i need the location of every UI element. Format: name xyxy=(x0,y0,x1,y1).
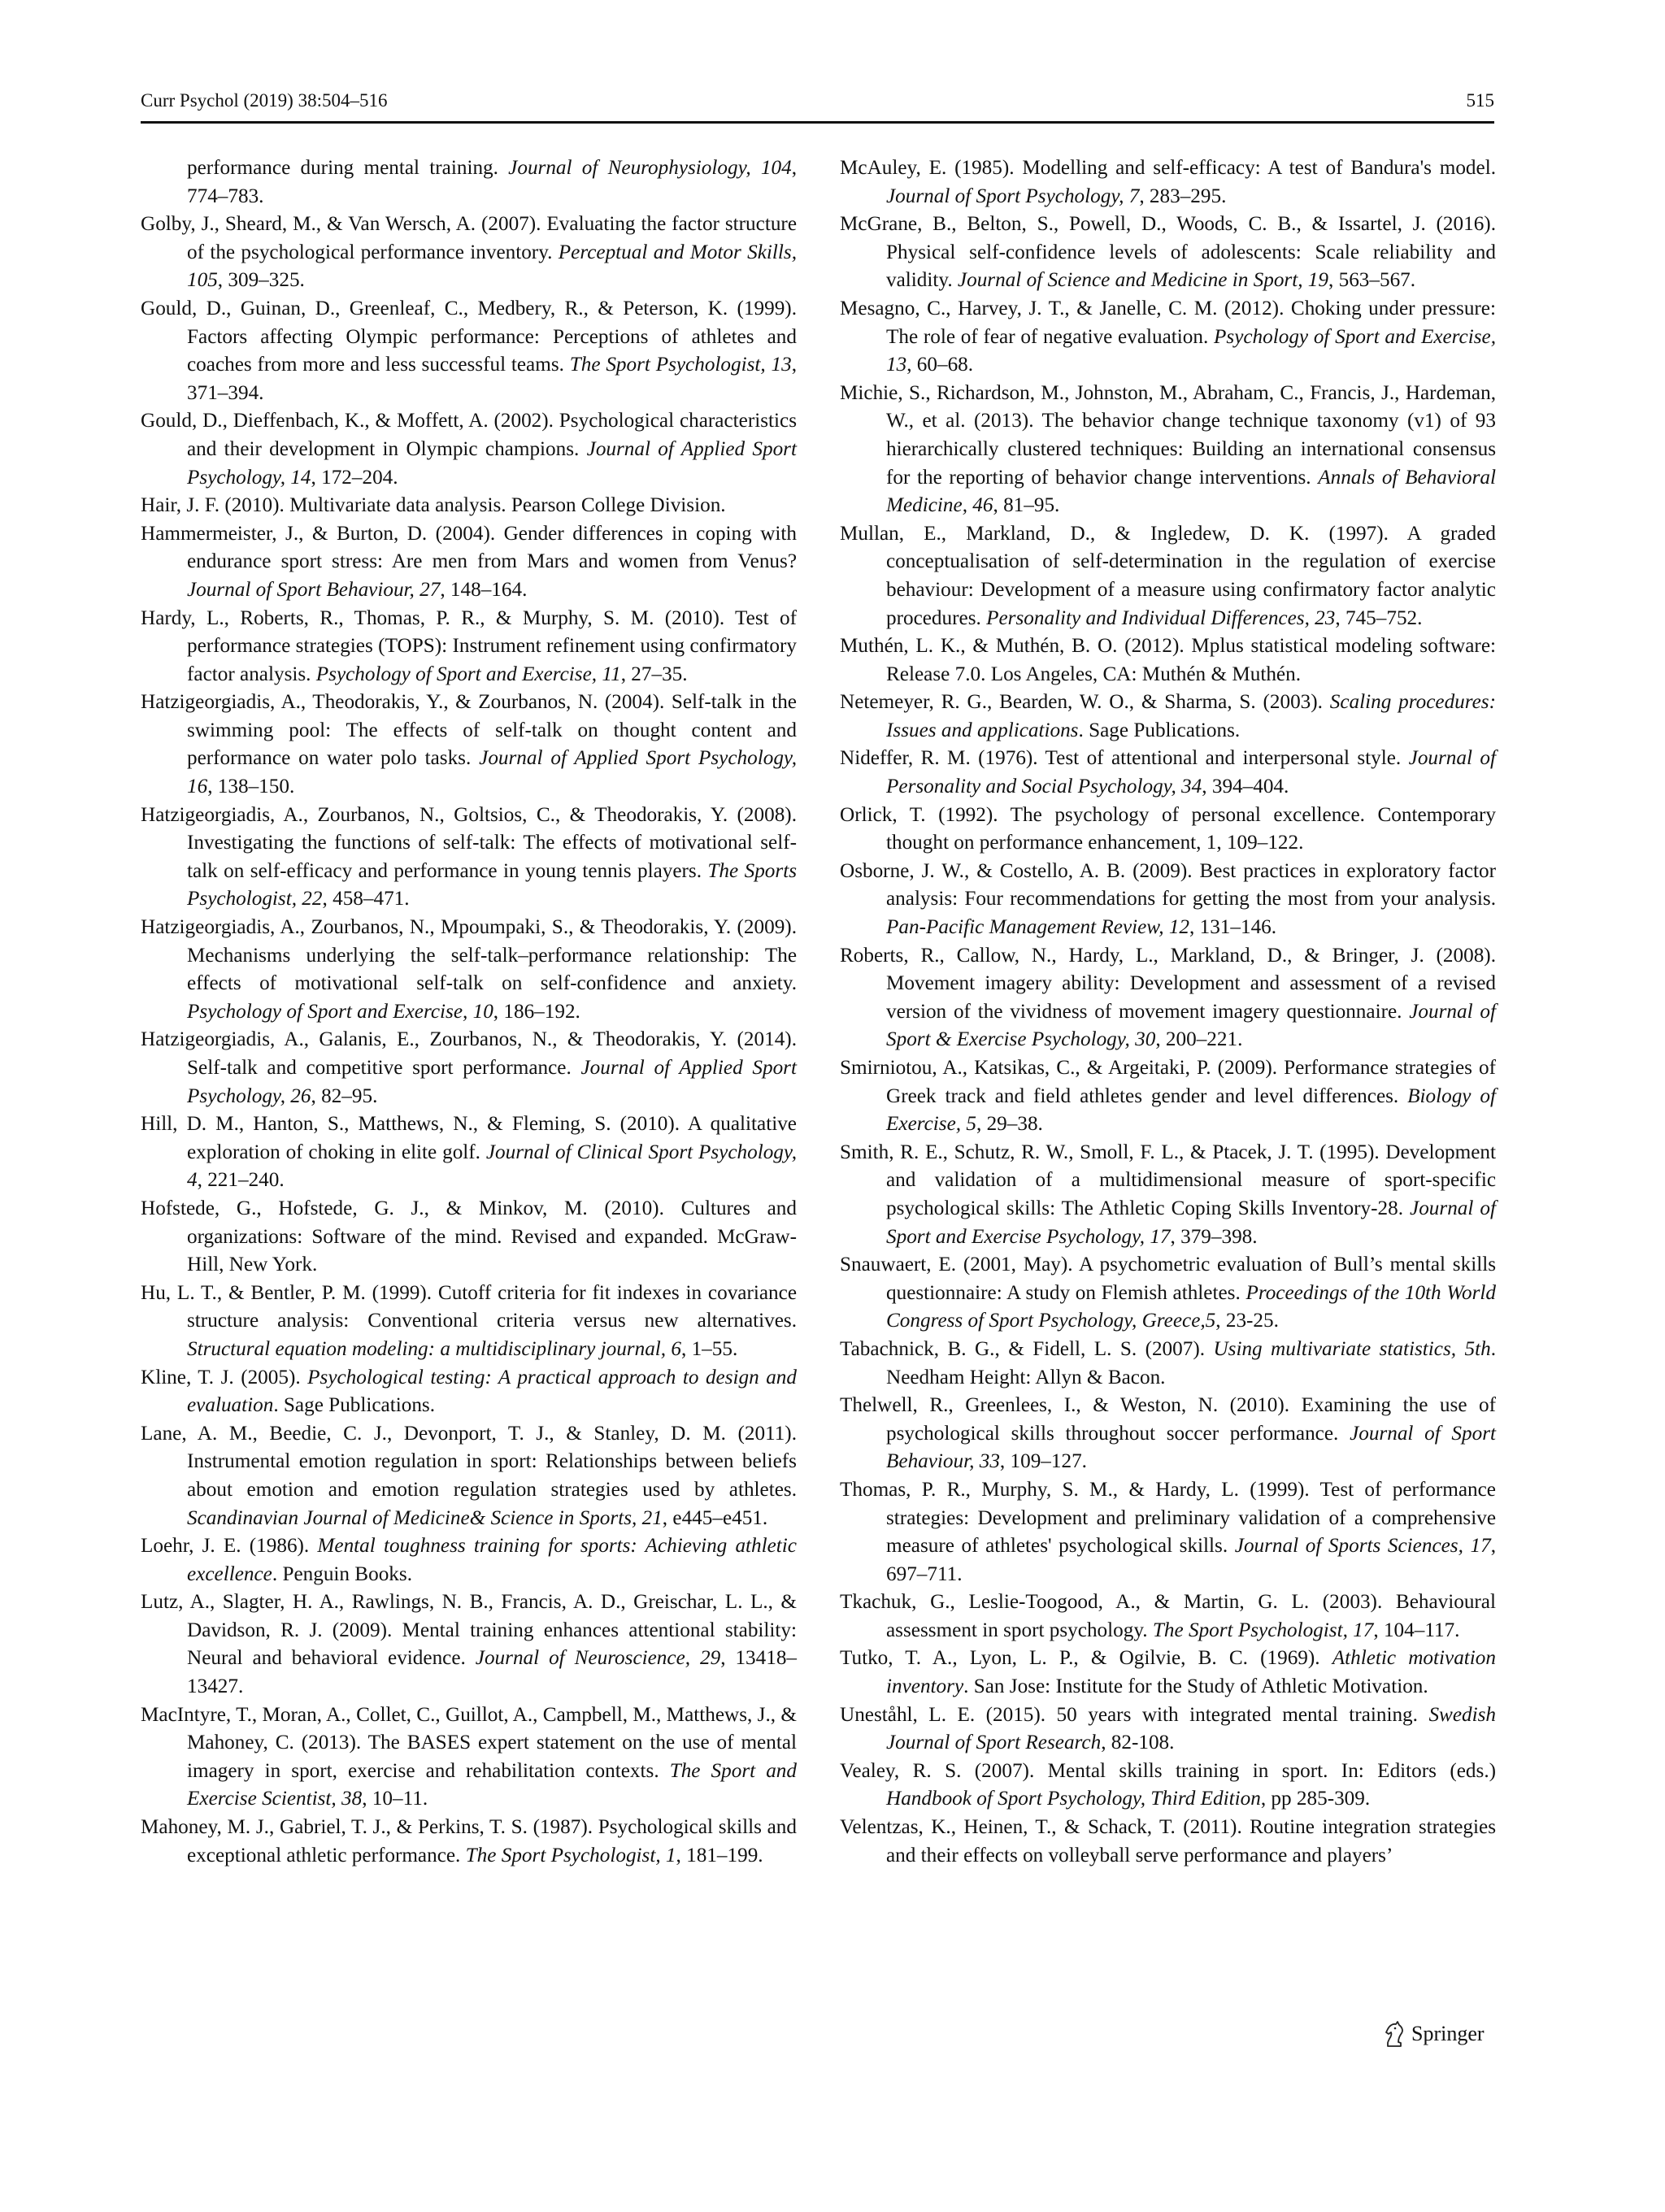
reference-text: Hofstede, G., Hofstede, G. J., & Minkov, M. (2010). Cultures and organizations: Software of the mind. Revised and expanded. McGraw-Hill, New York. xyxy=(141,1197,797,1276)
reference-entry xyxy=(141,1280,797,1364)
reference-text: Tabachnick, B. G., & Fidell, L. S. (2007). xyxy=(840,1337,1214,1360)
reference-text: , 309–325. xyxy=(217,269,305,292)
reference-text: , pp 285-309. xyxy=(1260,1788,1371,1810)
reference-source-italic: Using multivariate statistics, 5th xyxy=(1213,1337,1491,1360)
reference-text: Gould, D., Guinan, D., Greenleaf, C., Medbery, R., & Peterson, K. (1999). Factors affecting Olympic performance: Perceptions of athletes and coaches from more and less successful teams. xyxy=(141,297,797,376)
reference-source-italic: The Sport Psychologist, 1 xyxy=(465,1844,676,1867)
header-rule xyxy=(141,121,1494,124)
reference-text: Mahoney, M. J., Gabriel, T. J., & Perkins, T. S. (1987). Psychological skills and exceptional athletic performance. xyxy=(141,1816,797,1867)
reference-entry xyxy=(840,1054,1496,1139)
reference-entry xyxy=(840,802,1496,858)
reference-entry xyxy=(840,942,1496,1054)
reference-text: , 563–567. xyxy=(1328,269,1416,292)
reference-text: Mullan, E., Markland, D., & Ingledew, D. K. (1997). A graded conceptualisation of self-determination in the regulation of exercise behaviour: Development of a measure using confirmatory factor analytic procedures. xyxy=(840,522,1496,629)
reference-source-italic: The Sports Psychologist, 22 xyxy=(187,859,797,910)
reference-entry xyxy=(840,211,1496,295)
reference-entry xyxy=(141,295,797,407)
reference-source-italic: Psychology of Sport and Exercise, 13 xyxy=(886,325,1497,376)
reference-text: , 138–150. xyxy=(207,776,295,798)
springer-logo-icon xyxy=(1382,2020,1406,2048)
reference-entry xyxy=(141,407,797,492)
reference-text: , 27–35. xyxy=(620,663,688,685)
reference-text: , 29–38. xyxy=(976,1113,1043,1136)
reference-entry xyxy=(840,1139,1496,1251)
reference-text: Smirniotou, A., Katsikas, C., & Argeitaki, P. (2009). Performance strategies of Greek track and field athletes gender and level differences. xyxy=(840,1057,1496,1107)
reference-entry xyxy=(840,1814,1496,1870)
reference-text: Hatzigeorgiadis, A., Zourbanos, N., Mpoumpaki, S., & Theodorakis, Y. (2009). Mechanisms underlying the self-talk–performance relationship: The effects of motivational self-talk on self-confidence and anxiety. xyxy=(141,916,797,995)
publisher-footer xyxy=(1382,2020,1485,2048)
reference-entry xyxy=(840,154,1496,211)
reference-text: McAuley, E. (1985). Modelling and self-efficacy: A test of Bandura's model. xyxy=(840,157,1496,179)
reference-text: Smith, R. E., Schutz, R. W., Smoll, F. L., & Ptacek, J. T. (1995). Development and validation of a multidimensional measure of sport-specific psychological skills: The Athletic Coping Skills Inventory-28. xyxy=(840,1141,1496,1219)
reference-entry xyxy=(141,1532,797,1588)
reference-entry xyxy=(141,1420,797,1532)
reference-text: Vealey, R. S. (2007). Mental skills training in sport. In: Editors (eds.) xyxy=(840,1759,1496,1782)
page-number: 515 xyxy=(1466,90,1494,111)
reference-text: , 82–95. xyxy=(311,1084,378,1107)
reference-entry xyxy=(840,1476,1496,1588)
reference-entry xyxy=(141,1364,797,1420)
reference-text: , e445–e451. xyxy=(662,1506,768,1529)
reference-source-italic: Psychological testing: A practical approach to design and evaluation xyxy=(187,1366,797,1417)
reference-entry xyxy=(141,689,797,801)
reference-text: , 200–221. xyxy=(1155,1028,1243,1051)
reference-source-italic: The Sport Psychologist, 17 xyxy=(1152,1619,1374,1641)
reference-source-italic: Journal of Science and Medicine in Sport, 19 xyxy=(957,269,1328,292)
reference-source-italic: Personality and Individual Differences, 23 xyxy=(986,606,1336,629)
reference-text: , 697–711. xyxy=(886,1535,1496,1585)
reference-entry xyxy=(840,745,1496,801)
reference-source-italic: Structural equation modeling: a multidisciplinary journal, 6 xyxy=(187,1337,681,1360)
reference-entry xyxy=(840,1392,1496,1476)
reference-entry xyxy=(840,1701,1496,1758)
reference-entry xyxy=(141,1588,797,1701)
reference-entry xyxy=(141,802,797,914)
reference-text: MacIntyre, T., Moran, A., Collet, C., Guillot, A., Campbell, M., Matthews, J., & Mahoney, C. (2013). The BASES expert statement on the use of mental imagery in sport, exercise and rehabilitation contexts. xyxy=(141,1703,797,1782)
reference-entry xyxy=(141,1701,797,1814)
reference-text: Orlick, T. (1992). The psychology of personal excellence. Contemporary thought on performance enhancement, 1, 109–122. xyxy=(840,803,1496,854)
reference-entry xyxy=(141,1110,797,1195)
reference-text: , 186–192. xyxy=(493,1000,580,1023)
reference-source-italic: Pan-Pacific Management Review, 12 xyxy=(886,916,1190,939)
reference-source-italic: Biology of Exercise, 5 xyxy=(886,1084,1496,1136)
reference-entry xyxy=(141,605,797,689)
reference-text: Osborne, J. W., & Costello, A. B. (2009). Best practices in exploratory factor analysis: Four recommendations for getting the most from your analysis. xyxy=(840,859,1496,910)
reference-text: Hardy, L., Roberts, R., Thomas, P. R., & Murphy, S. M. (2010). Test of performance strategies (TOPS): Instrument refinement using confirmatory factor analysis. xyxy=(141,606,797,685)
reference-entry xyxy=(141,914,797,1026)
reference-text: Netemeyer, R. G., Bearden, W. O., & Sharma, S. (2003). xyxy=(840,691,1330,714)
reference-text: Muthén, L. K., & Muthén, B. O. (2012). Mplus statistical modeling software: Release 7.0. Los Angeles, CA: Muthén & Muthén. xyxy=(840,635,1496,685)
reference-entry xyxy=(141,1814,797,1870)
reference-entry xyxy=(141,520,797,605)
reference-text: Hatzigeorgiadis, A., Galanis, E., Zourbanos, N., & Theodorakis, Y. (2014). Self-talk and competitive sport performance. xyxy=(141,1028,797,1079)
reference-source-italic: Annals of Behavioral Medicine, 46 xyxy=(886,466,1496,517)
reference-source-italic: Journal of Sport Behaviour, 27 xyxy=(187,578,441,601)
reference-entry xyxy=(840,689,1496,745)
reference-source-italic: Journal of Neuroscience, 29 xyxy=(475,1647,721,1670)
reference-text: Uneståhl, L. E. (2015). 50 years with integrated mental training. xyxy=(840,1703,1429,1726)
reference-text: , 10–11. xyxy=(362,1788,428,1810)
reference-source-italic: Journal of Applied Sport Psychology, 26 xyxy=(187,1057,797,1107)
reference-source-italic: Journal of Applied Sport Psychology, 14 xyxy=(187,437,797,489)
reference-text: , 774–783. xyxy=(187,157,797,207)
reference-text: , 131–146. xyxy=(1189,916,1277,939)
reference-text: Kline, T. J. (2005). xyxy=(141,1366,308,1388)
reference-text: , 104–117. xyxy=(1373,1619,1460,1641)
reference-continuation xyxy=(141,154,797,211)
journal-citation: Curr Psychol (2019) 38:504–516 xyxy=(141,90,388,111)
reference-text: , 81–95. xyxy=(993,494,1060,517)
reference-entry xyxy=(840,1251,1496,1336)
reference-text: Hill, D. M., Hanton, S., Matthews, N., & Fleming, S. (2010). A qualitative exploration of choking in elite golf. xyxy=(141,1113,797,1163)
reference-text: Gould, D., Dieffenbach, K., & Moffett, A. (2002). Psychological characteristics and their development in Olympic champions. xyxy=(141,410,797,460)
reference-entry xyxy=(141,1026,797,1110)
reference-source-italic: Journal of Neurophysiology, 104 xyxy=(508,157,792,179)
reference-text: , 1–55. xyxy=(680,1337,738,1360)
reference-text: , 458–471. xyxy=(322,888,410,910)
reference-text: Hatzigeorgiadis, A., Zourbanos, N., Goltsios, C., & Theodorakis, Y. (2008). Investigating the functions of self-talk: The effects of motivational self-talk on self-efficacy and performance in young tennis players. xyxy=(141,803,797,882)
reference-text: , 221–240. xyxy=(197,1169,285,1192)
reference-entry xyxy=(840,1588,1496,1645)
reference-text: . Sage Publications. xyxy=(1078,719,1241,741)
reference-text: Tkachuk, G., Leslie-Toogood, A., & Martin, G. L. (2003). Behavioural assessment in sport psychology. xyxy=(840,1591,1496,1641)
reference-entry xyxy=(840,1336,1496,1392)
reference-source-italic: Journal of Sport Behaviour, 33 xyxy=(886,1422,1497,1473)
reference-source-italic: The Sport and Exercise Scientist, 38 xyxy=(187,1759,797,1810)
reference-source-italic: Perceptual and Motor Skills, 105 xyxy=(187,241,797,292)
reference-entry xyxy=(840,295,1496,380)
reference-entry xyxy=(840,380,1496,520)
reference-source-italic: Psychology of Sport and Exercise, 11 xyxy=(315,663,621,685)
reference-text: Hu, L. T., & Bentler, P. M. (1999). Cutoff criteria for fit indexes in covariance structure analysis: Conventional criteria versus new alternatives. xyxy=(141,1281,797,1332)
reference-source-italic: Journal of Applied Sport Psychology, 16 xyxy=(187,747,798,798)
reference-entry xyxy=(840,520,1496,632)
reference-entry xyxy=(840,632,1496,689)
reference-entry xyxy=(840,1645,1496,1701)
reference-entry xyxy=(141,1195,797,1280)
reference-text: , 13418–13427. xyxy=(187,1647,798,1698)
reference-text: . Sage Publications. xyxy=(273,1394,436,1417)
reference-text: Lutz, A., Slagter, H. A., Rawlings, N. B., Francis, A. D., Greischar, L. L., & Davidson, R. J. (2009). Mental training enhances attentional stability: Neural and behavioral evidence. xyxy=(141,1591,797,1670)
reference-text: , 745–752. xyxy=(1335,606,1423,629)
reference-source-italic: Swedish Journal of Sport Research xyxy=(886,1703,1496,1754)
reference-source-italic: Scaling procedures: Issues and applications xyxy=(886,691,1496,741)
reference-entry xyxy=(141,211,797,295)
reference-text: Mesagno, C., Harvey, J. T., & Janelle, C. M. (2012). Choking under pressure: The role of fear of negative evaluation. xyxy=(840,297,1496,348)
reference-text: Roberts, R., Callow, N., Hardy, L., Markland, D., & Bringer, J. (2008). Movement imagery ability: Development and assessment of a revised version of the vividness of movement imagery questionnaire. xyxy=(840,944,1496,1023)
reference-text: , 148–164. xyxy=(440,578,528,601)
reference-text: , 172–204. xyxy=(311,466,398,489)
reference-source-italic: Journal of Clinical Sport Psychology, 4 xyxy=(187,1141,797,1192)
reference-text: Hammermeister, J., & Burton, D. (2004). Gender differences in coping with endurance sport stress: Are men from Mars and women from Venus? xyxy=(141,522,797,573)
reference-entry xyxy=(840,858,1496,942)
reference-source-italic: Proceedings of the 10th World Congress of Sport Psychology, Greece,5 xyxy=(886,1281,1497,1332)
reference-text: Hatzigeorgiadis, A., Theodorakis, Y., & Zourbanos, N. (2004). Self-talk in the swimming pool: The effects of self-talk on thought content and performance on water polo tasks. xyxy=(141,691,797,770)
reference-text: , 371–394. xyxy=(187,354,797,404)
reference-text: McGrane, B., Belton, S., Powell, D., Woods, C. B., & Issartel, J. (2016). Physical self-confidence levels of adolescents: Scale reliability and validity. xyxy=(840,213,1496,292)
reference-entry xyxy=(840,1758,1496,1814)
reference-text: Lane, A. M., Beedie, C. J., Devonport, T. J., & Stanley, D. M. (2011). Instrumental emotion regulation in sport: Relationships between beliefs about emotion and emotion regulation strategies used by athletes. xyxy=(141,1422,797,1501)
reference-text: . Needham Height: Allyn & Bacon. xyxy=(886,1337,1496,1388)
reference-text: performance during mental training. xyxy=(187,157,509,179)
reference-text: Velentzas, K., Heinen, T., & Schack, T. (2011). Routine integration strategies and their effects on volleyball serve performance and players’ xyxy=(840,1816,1496,1867)
reference-text: , 82-108. xyxy=(1101,1732,1175,1754)
references-left-column xyxy=(141,154,797,1870)
reference-source-italic: Journal of Sport Psychology, 7 xyxy=(886,185,1140,207)
reference-source-italic: Scandinavian Journal of Medicine& Science in Sports, 21 xyxy=(187,1506,663,1529)
reference-text: Michie, S., Richardson, M., Johnston, M., Abraham, C., Francis, J., Hardeman, W., et al. (2013). The behavior change technique taxonomy (v1) of 93 hierarchically clustered techniques: Building an international consensus for the reporting of behavior change interventions. xyxy=(840,381,1496,489)
reference-text: Hair, J. F. (2010). Multivariate data analysis. Pearson College Division. xyxy=(141,494,726,517)
running-header xyxy=(141,89,1494,112)
reference-text: . San Jose: Institute for the Study of Athletic Motivation. xyxy=(963,1675,1428,1698)
reference-text: , 283–295. xyxy=(1139,185,1227,207)
reference-source-italic: Journal of Sport & Exercise Psychology, 30 xyxy=(886,1000,1496,1051)
reference-text: Nideffer, R. M. (1976). Test of attentional and interpersonal style. xyxy=(840,747,1409,770)
reference-text: Loehr, J. E. (1986). xyxy=(141,1535,318,1558)
reference-text: , 181–199. xyxy=(676,1844,763,1867)
reference-text: . Penguin Books. xyxy=(272,1562,412,1585)
reference-text: , 394–404. xyxy=(1202,776,1289,798)
reference-text: Thomas, P. R., Murphy, S. M., & Hardy, L. (1999). Test of performance strategies: Development and preliminary validation of a comprehensive measure of athletes' psychological skills. xyxy=(840,1478,1496,1558)
reference-source-italic: Journal of Sports Sciences, 17 xyxy=(1234,1535,1491,1558)
references-right-column xyxy=(840,154,1496,1870)
publisher-name: Springer xyxy=(1411,2022,1485,2045)
reference-source-italic: Athletic motivation inventory xyxy=(886,1647,1496,1698)
reference-entry xyxy=(141,492,797,520)
reference-source-italic: The Sport Psychologist, 13 xyxy=(569,354,792,376)
reference-text: Thelwell, R., Greenlees, I., & Weston, N. (2010). Examining the use of psychological skills throughout soccer performance. xyxy=(840,1394,1496,1445)
reference-text: , 379–398. xyxy=(1170,1225,1258,1248)
reference-source-italic: Journal of Sport and Exercise Psychology, 17 xyxy=(886,1197,1496,1248)
reference-source-italic: Handbook of Sport Psychology, Third Edition xyxy=(886,1788,1261,1810)
reference-text: , 109–127. xyxy=(999,1450,1087,1473)
reference-source-italic: Psychology of Sport and Exercise, 10 xyxy=(187,1000,493,1023)
reference-text: Snauwaert, E. (2001, May). A psychometric evaluation of Bull’s mental skills questionnaire: A study on Flemish athletes. xyxy=(840,1254,1496,1304)
reference-text: Golby, J., Sheard, M., & Van Wersch, A. (2007). Evaluating the factor structure of the psychological performance inventory. xyxy=(141,213,797,263)
reference-source-italic: Journal of Personality and Social Psychology, 34 xyxy=(886,747,1496,798)
reference-text: , 60–68. xyxy=(906,354,974,376)
reference-text: Tutko, T. A., Lyon, L. P., & Ogilvie, B. C. (1969). xyxy=(840,1647,1332,1670)
reference-source-italic: Mental toughness training for sports: Achieving athletic excellence xyxy=(187,1535,797,1585)
reference-text: , 23-25. xyxy=(1215,1310,1279,1332)
